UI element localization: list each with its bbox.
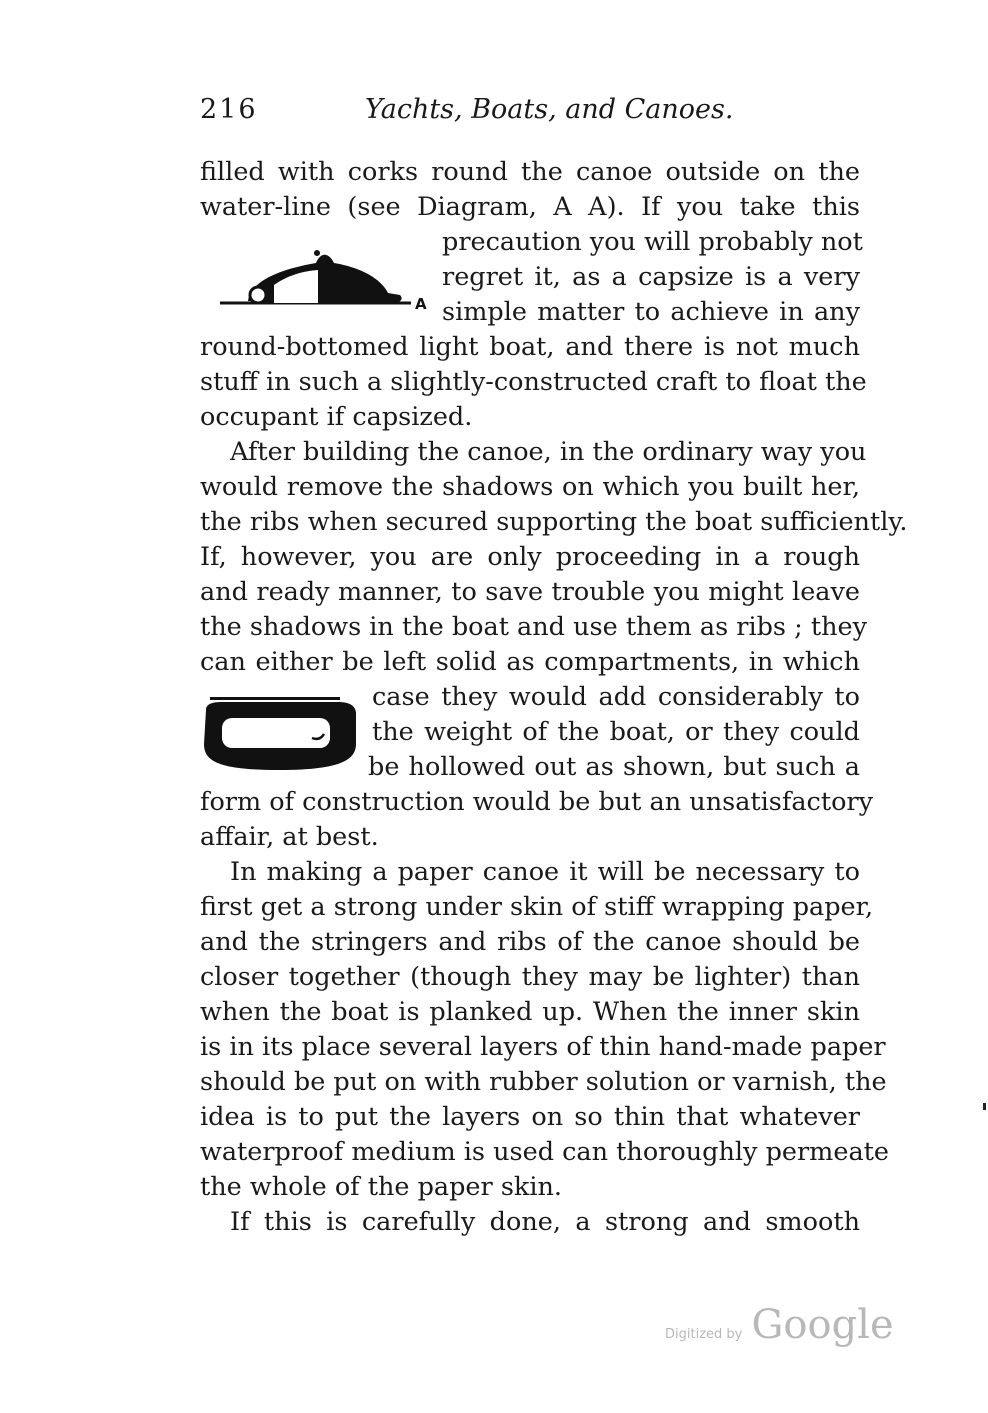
text-line: can either be left solid as compartments, in which [200, 647, 860, 677]
text-line: stuff in such a slightly-constructed craft to float the [200, 367, 867, 397]
text-line: occupant if capsized. [200, 402, 473, 432]
hollowed-shadow-diagram [200, 696, 360, 772]
text-line: simple matter to achieve in any [442, 297, 860, 327]
canoe-cork-diagram [218, 243, 433, 313]
hollowed-opening [222, 718, 330, 748]
google-logo: Google [751, 1302, 894, 1348]
text-line: when the boat is planked up. When the inner skin [200, 997, 860, 1027]
text-line: the shadows in the boat and use them as ribs ; they [200, 612, 867, 642]
text-line: regret it, as a capsize is a very [442, 262, 860, 292]
text-line: round-bottomed light boat, and there is not much [200, 332, 860, 362]
text-line: and ready manner, to save trouble you might leave [200, 577, 860, 607]
text-line: idea is to put the layers on so thin that whatever [200, 1102, 860, 1132]
running-head [200, 94, 865, 134]
text-line: should be put on with rubber solution or varnish, the [200, 1067, 887, 1097]
diagram-label-a: A [415, 295, 427, 313]
text-line: the ribs when secured supporting the boat sufficiently. [200, 507, 908, 537]
text-line: waterproof medium is used can thoroughly permeate [200, 1137, 889, 1167]
text-line: the weight of the boat, or they could [372, 717, 860, 747]
text-line: is in its place several layers of thin hand-made paper [200, 1032, 886, 1062]
text-line: would remove the shadows on which you built her, [200, 472, 860, 502]
running-title: Yachts, Boats, and Canoes. [365, 94, 734, 125]
text-line: If this is carefully done, a strong and smooth [230, 1207, 860, 1237]
text-line: In making a paper canoe it will be necessary to [230, 857, 860, 887]
cork-float-icon [250, 287, 266, 303]
text-line: filled with corks round the canoe outside on the [200, 157, 860, 187]
text-line: first get a strong under skin of stiff wrapping paper, [200, 892, 874, 922]
gunwale-point [314, 250, 320, 256]
text-line: be hollowed out as shown, but such a [368, 752, 860, 782]
text-line: If, however, you are only proceeding in a rough [200, 542, 860, 572]
text-line: After building the canoe, in the ordinary way you [230, 437, 867, 467]
canoe-hull-section [248, 255, 402, 303]
text-line: precaution you will probably not [442, 227, 863, 257]
digitized-watermark [665, 1302, 894, 1346]
scan-speck [983, 1103, 986, 1110]
watermark-prefix: Digitized by [665, 1327, 743, 1342]
text-line: closer together (though they may be lighter) than [200, 962, 860, 992]
text-line: form of construction would be but an unsatisfactory [200, 787, 874, 817]
text-line: water-line (see Diagram, A A). If you take this [200, 192, 860, 222]
page-number: 216 [200, 94, 258, 125]
text-line: affair, at best. [200, 822, 379, 852]
text-line: case they would add considerably to [372, 682, 860, 712]
shadow-top-edge [210, 697, 340, 700]
text-line: the whole of the paper skin. [200, 1172, 563, 1202]
text-line: and the stringers and ribs of the canoe should be [200, 927, 860, 957]
